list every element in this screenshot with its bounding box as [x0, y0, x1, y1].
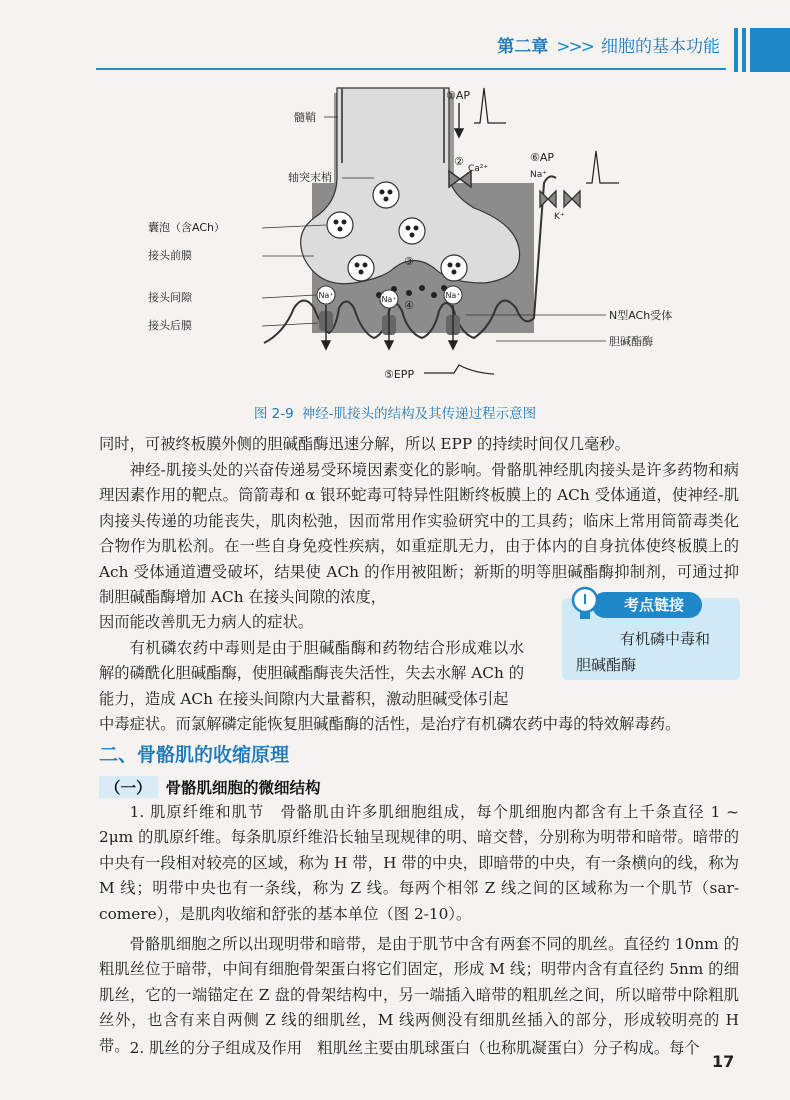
key-point-line2: 胆碱酯酶 — [576, 656, 637, 674]
paragraph-1: 同时，可被终板膜外侧的胆碱酯酶迅速分解，所以 EPP 的持续时间仅几毫秒。 — [99, 435, 630, 453]
svg-text:Na⁺: Na⁺ — [318, 291, 334, 300]
paragraph-3-tail: 中毒症状。而氯解磷定能恢复胆碱酯酶的活性，是治疗有机磷农药中毒的特效解毒药。 — [99, 715, 681, 733]
page-number: 17 — [712, 1052, 735, 1071]
figure-caption — [0, 402, 790, 422]
label-presynaptic: 接头前膜 — [148, 249, 192, 262]
label-step2: ② — [454, 155, 464, 168]
label-step1: ①AP — [446, 89, 471, 102]
caption-text: 神经-肌接头的结构及其传递过程示意图 — [301, 406, 537, 422]
label-k: K⁺ — [554, 212, 565, 222]
chapter-title: 细胞的基本功能 — [601, 37, 720, 57]
label-step4: ④ — [404, 299, 414, 312]
subsection-text: 骨骼肌细胞的微细结构 — [165, 779, 321, 797]
label-postsynaptic: 接头后膜 — [148, 319, 192, 332]
paragraph-4: 1. 肌原纤维和肌节 骨骼肌由许多肌细胞组成，每个肌细胞内都含有上千条直径 1 ~ 2μm 的肌原纤维。每条肌原纤维沿长轴呈现规律的明、暗交替，分别称为明带和暗带。暗带的中央有一段相对较亮的区域，称为 H 带，H 带的中央，即暗带的中央，有一条横向的线，称为 M 线；明带中央也有一条线，称为 Z 线。每两个相邻 Z 线之间的区域称为一个肌节（sar-comere），是肌肉收缩和舒张的基本单位（图 2-10）。 — [99, 803, 739, 923]
key-point-text — [576, 626, 736, 678]
subsection-number: （一） — [99, 776, 158, 798]
svg-text:Na⁺: Na⁺ — [381, 295, 397, 304]
chapter-label: 第二章 — [497, 37, 549, 57]
header-rule — [96, 68, 726, 70]
paragraph-2-tail: 因而能改善肌无力病人的症状。 — [99, 613, 314, 631]
section-title: 二、骨骼肌的收缩原理 — [99, 744, 290, 766]
label-na: Na⁺ — [530, 170, 547, 180]
label-ca: Ca²⁺ — [468, 164, 489, 174]
label-step5: ⑤EPP — [384, 368, 415, 381]
label-n-receptor: N型ACh受体 — [609, 309, 673, 322]
key-point-line1: 有机磷中毒和 — [620, 630, 711, 648]
label-vesicle: 囊泡（含ACh） — [148, 221, 225, 234]
paragraph-5: 骨骼肌细胞之所以出现明带和暗带，是由于肌节中含有两套不同的肌丝。直径约 10nm 的粗肌丝位于暗带，中间有细胞骨架蛋白将它们固定，形成 M 线；明带内含有直径约 5nm 的细肌丝，它的一端锚定在 Z 盘的骨架结构中，另一端插入暗带的粗肌丝之间，所以暗带中除粗肌丝外，也含有来自两侧 Z 线的细肌丝，M 线两侧没有细肌丝插入的部分，形成较明亮的 H 带。 — [99, 935, 739, 1055]
svg-text:Na⁺: Na⁺ — [445, 291, 461, 300]
paragraph-2: 神经-肌接头处的兴奋传递易受环境因素变化的影响。骨骼肌神经肌肉接头是许多药物和病理因素作用的靶点。筒箭毒和 α 银环蛇毒可特异性阻断终板膜上的 ACh 受体通道，使神经-肌肉接头传递的功能丧失，肌肉松弛，因而常用作实验研究中的工具药；临床上常用筒箭毒类化合物作为肌松剂。在一些自身免疫性疾病，如重症肌无力，由于体内的自身抗体使终板膜上的 Ach 受体通道遭受破坏，结果使 ACh 的作用被阻断；新斯的明等胆碱酯酶抑制剂，可通过抑制胆碱酯酶增加 ACh 在接头间隙的浓度， — [99, 461, 739, 607]
header-arrows: >>> — [556, 37, 593, 57]
paragraph-3: 有机磷农药中毒则是由于胆碱酯酶和药物结合形成难以水解的磷酰化胆碱酯酶，使胆碱酯酶丧失活性，失去水解 ACh 的能力，造成 ACh 在接头间隙内大量蓄积，激动胆碱受体引起 — [99, 639, 524, 708]
subsection-title — [99, 776, 321, 798]
running-header — [0, 28, 790, 68]
label-myelin: 髓鞘 — [294, 111, 316, 124]
caption-number: 图 2-9 — [253, 406, 294, 422]
label-cleft: 接头间隙 — [148, 291, 192, 304]
label-cholinesterase: 胆碱酯酶 — [609, 335, 653, 348]
header-bars — [734, 28, 790, 72]
nmj-figure — [148, 83, 673, 395]
label-axon-terminal: 轴突末梢 — [288, 171, 332, 184]
header-title — [497, 32, 720, 57]
label-step6: ⑥AP — [530, 151, 555, 164]
key-point-tag: 考点链接 — [592, 592, 702, 618]
lightbulb-icon — [570, 584, 600, 624]
paragraph-6: 2. 肌丝的分子组成及作用 粗肌丝主要由肌球蛋白（也称肌凝蛋白）分子构成。每个 — [129, 1039, 700, 1057]
label-step3: ③ — [404, 255, 414, 268]
